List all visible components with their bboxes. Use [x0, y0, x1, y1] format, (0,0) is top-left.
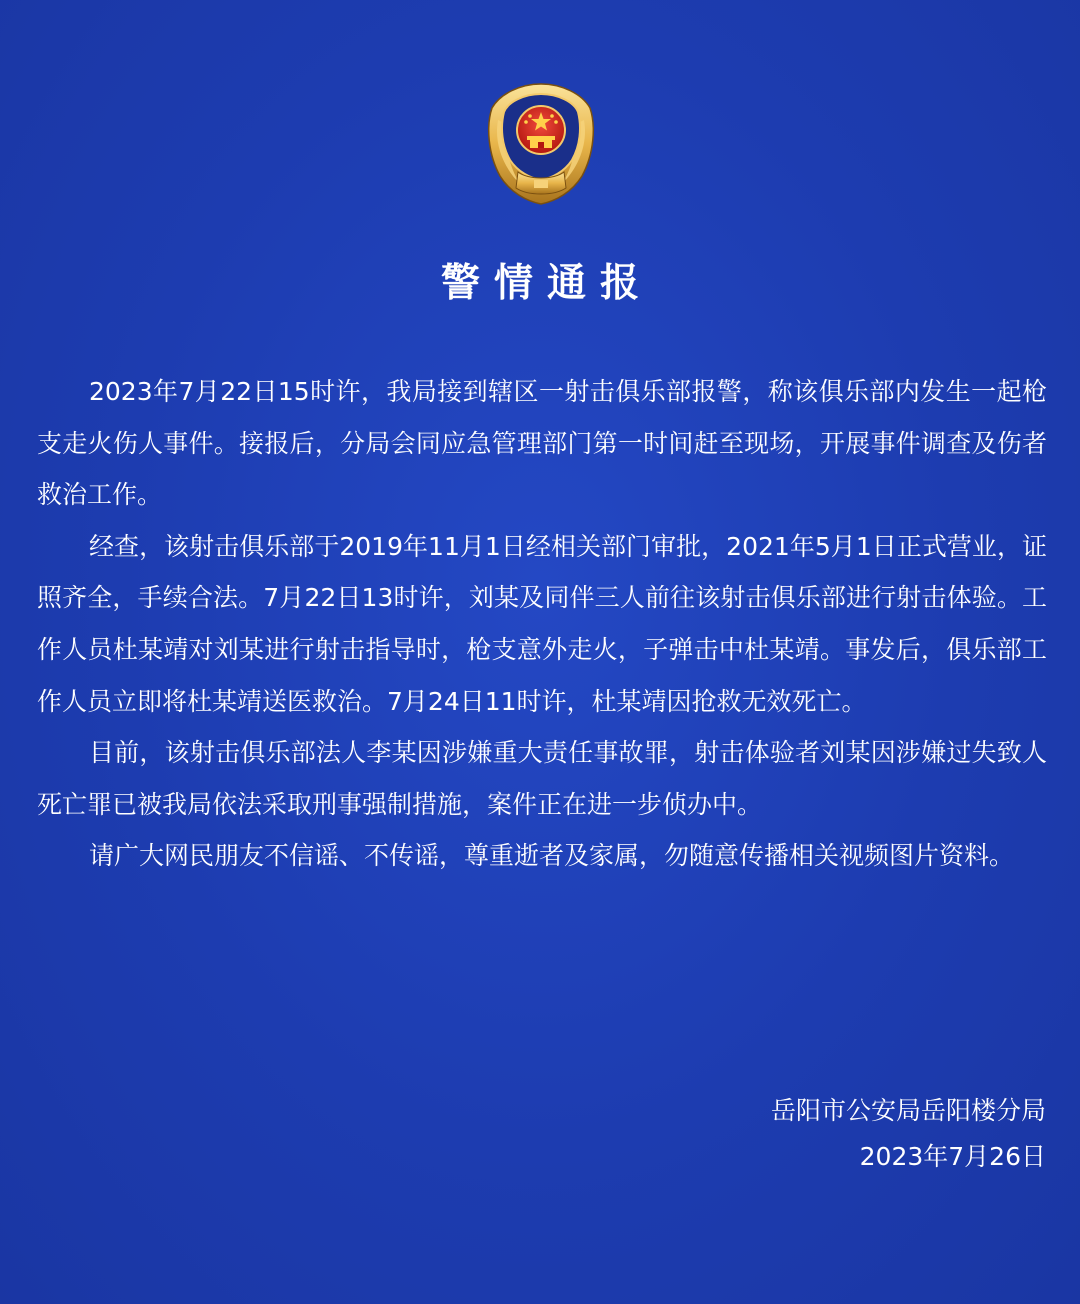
- paragraph-appeal: 请广大网民朋友不信谣、不传谣，尊重逝者及家属，勿随意传播相关视频图片资料。: [89, 841, 1015, 871]
- signature-date: 2023年7月26日: [859, 1142, 1046, 1171]
- paragraph-investigation: 经查，该射击俱乐部于2019年11月1日经相关部门审批，2021年5月1日正式营业，证照齐全，手续合法。7月22日13时许，刘某及同伴三人前往该射击俱乐部进行射击体验。工作人员杜某靖对刘某进行射击指导时，枪支意外走火，子弹击中杜某靖。事发后，俱乐部工作人员立即将杜某靖送医救治。7月24日11时许，杜某靖因抢救无效死亡。: [37, 531, 1047, 716]
- paragraph-current-status: 目前，该射击俱乐部法人李某因涉嫌重大责任事故罪，射击体验者刘某因涉嫌过失致人死亡罪已被我局依法采取刑事强制措施，案件正在进一步侦办中。: [37, 738, 1047, 819]
- police-emblem-icon: [478, 80, 604, 206]
- signature-block: [771, 1088, 1046, 1180]
- signature-agency: 岳阳市公安局岳阳楼分局: [770, 1096, 1046, 1125]
- notice-body: [37, 366, 1047, 882]
- notice-title: 警情通报: [440, 261, 653, 306]
- paragraph-incident: 2023年7月22日15时许，我局接到辖区一射击俱乐部报警，称该俱乐部内发生一起枪支走火伤人事件。接报后，分局会同应急管理部门第一时间赶至现场，开展事件调查及伤者救治工作。: [37, 377, 1047, 510]
